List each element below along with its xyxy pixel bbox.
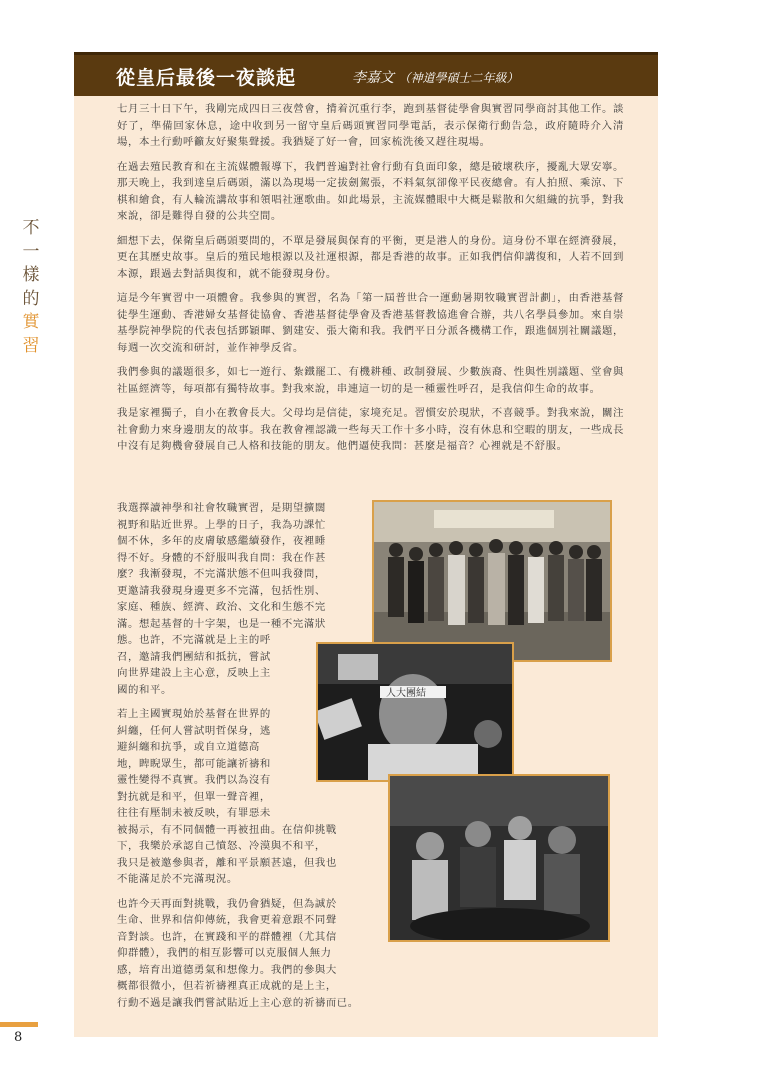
paragraph: 我們參與的議題很多，如七一遊行、紮鐵罷工、有機耕種、政制發展、少數族裔、性與性別議題、堂會與社區經濟等，每項都有獨特故事。對我來說，串連這一切的是一種靈性呼召，是我信仰生命的故事。 — [117, 366, 624, 395]
text-line: 個不休，多年的皮膚敏感繼續發作，夜裡睡 — [117, 535, 326, 547]
sidebar-series-title — [18, 217, 44, 358]
article-author — [352, 67, 518, 87]
text-line: 不能滿足於不完滿現況。 — [117, 873, 238, 885]
sidebar-char: 一 — [22, 241, 40, 262]
text-line: 概都很微小，但若祈禱裡真正成就的是上主， — [117, 980, 337, 992]
text-line: 得不好。身體的不舒服叫我自問：我在作甚 — [117, 551, 326, 564]
text-line: 被揭示，有不同個體一再被扭曲。在信仰挑戰 — [117, 823, 337, 836]
text-line: 更邀請我發現身邊更多不完滿，包括性別、 — [117, 584, 326, 597]
sidebar-char: 的 — [22, 288, 40, 309]
sidebar-char: 實 — [22, 312, 40, 332]
author-note: （神道學碩士二年級） — [398, 71, 519, 85]
text-line: 視野和貼近世界。上學的日子，我為功課忙 — [117, 518, 326, 531]
paragraph: 在過去殖民教育和在主流媒體報導下，我們普遍對社會行動有負面印象，總是破壞秩序，擾亂大眾安寧。那天晚上，我到達皇后碼頭，滿以為現場一定拔劍駕張，不料氣氛卻像平民夜總會。有人拍照、乘涼、下棋和繪食，有人輪流講故事和領唱社運歌曲。如此場景，主流媒體眼中大概是鬆散和欠組織的抗爭，對我來說，卻是難得自發的公共空間。 — [117, 160, 624, 222]
author-name: 李嘉文 — [352, 70, 394, 86]
text-line: 感，培育出道德勇氣和想像力。我們的參與大 — [117, 963, 337, 976]
paragraph: 這是今年實習中一項體會。我參與的實習，名為「第一屆普世合一運動暑期牧職實習計劃」，由香港基督徒學生運動、香港婦女基督徒協會、香港基督徒學會及香港基督教協進會合辦，共八名學員參加。來自崇基學院神學院的代表包括鄧穎暉、劉建安、張大衛和我。我們平日分派各機構工作，跟進個別社關議題，每週一次交流和研討，並作神學反省。 — [117, 292, 624, 354]
text-line: 也許今天再面對挑戰，我仍會猶疑，但為誠於 — [117, 897, 337, 910]
text-line: 行動不過是讓我們嘗試貼近上主心意的祈禱而已。 — [117, 996, 359, 1009]
text-line: 音對談。也許，在實踐和平的群體裡（尤其信 — [117, 930, 337, 943]
text-line: 糾纏，任何人嘗試明哲保身，逃 — [117, 724, 271, 737]
paragraph: 我是家裡獨子，自小在教會長大。父母均是信徒，家境充足。習慣安於現狀，不喜競爭。對我來說，關注社會動力來身邊朋友的故事。我在教會裡認識一些每天工作十多小時，沒有休息和空暇的朋友，一些成長中沒有足夠機會發展自己人格和技能的朋友。他們逼使我問：甚麼是福音？心裡就是不舒服。 — [117, 407, 624, 452]
title-bar — [74, 52, 658, 96]
text-line: 我選擇讀神學和社會牧職實習，是期望擴闊 — [117, 502, 326, 514]
paragraph: 七月三十日下午，我剛完成四日三夜營會，揹着沉重行李，跑到基督徒學會與實習同學商討其他工作。談好了，準備回家休息，途中收到另一留守皇后碼頭實習同學電話，表示保衛行動告急，政府隨時介入清場，本土行動呼籲友好聚集聲援。我猶疑了好一會，回家梳洗後又趕往現場。 — [117, 103, 624, 148]
text-line: 靈性變得不真實。我們以為沒有 — [117, 774, 271, 786]
protester-photo — [316, 642, 514, 782]
text-line: 避糾纏和抗爭，或自立道德高 — [117, 741, 260, 753]
sidebar-char: 樣 — [22, 265, 40, 285]
text-line: 下，我樂於承認自己憤怒、冷漠與不和平， — [117, 840, 326, 852]
text-line: 向世界建設上主心意，反映上主 — [117, 667, 271, 679]
gathering-photo — [388, 774, 610, 942]
article-title: 從皇后最後一夜談起 — [116, 67, 297, 89]
text-line: 仰群體），我們的相互影響可以克服個人無力 — [117, 947, 332, 959]
text-line: 往往有壓制未被反映，有罪惡未 — [117, 807, 271, 819]
group-photo — [372, 500, 612, 662]
text-line: 滿。想起基督的十字架，也是一種不完滿狀 — [117, 617, 326, 630]
sidebar-char: 習 — [22, 335, 40, 356]
text-line: 若上主國實現始於基督在世界的 — [117, 708, 271, 720]
text-line: 國的和平。 — [117, 683, 172, 696]
headband-text: 人大團結 — [386, 688, 426, 699]
text-line: 態。也許，不完滿就是上主的呼 — [117, 634, 271, 646]
text-line: 家庭、種族、經濟、政治、文化和生態不完 — [117, 601, 326, 613]
text-line: 對抗就是和平，但單一聲音裡， — [117, 790, 271, 803]
text-line: 生命、世界和信仰傳統，我會更着意跟不同聲 — [117, 914, 337, 926]
body-text-full — [117, 101, 624, 463]
paragraph: 細想下去，保衛皇后碼頭要問的，不單是發展與保育的平衡，更是港人的身份。這身份不單在經濟發展，更在其歷史故事。皇后的殖民地根源以及社運根源，都是香港的故事。正如我們信仰講復和，人若不回到本源，跟過去對話與復和，就不能發現身份。 — [117, 234, 624, 280]
text-line: 召，邀請我們團結和抵抗，嘗試 — [117, 650, 271, 663]
sidebar-char: 不 — [22, 218, 40, 238]
page-number-bar — [0, 1022, 38, 1027]
text-line: 麼？我漸發現，不完滿狀態不但叫我發問， — [117, 568, 326, 580]
paragraph-wrap-3 — [117, 896, 387, 1012]
text-line: 地，睥睨眾生，都可能讓祈禱和 — [117, 757, 271, 770]
page-number: 8 — [14, 1030, 23, 1045]
text-line: 我只是被邀參與者，離和平景願甚遠，但我也 — [117, 856, 337, 869]
